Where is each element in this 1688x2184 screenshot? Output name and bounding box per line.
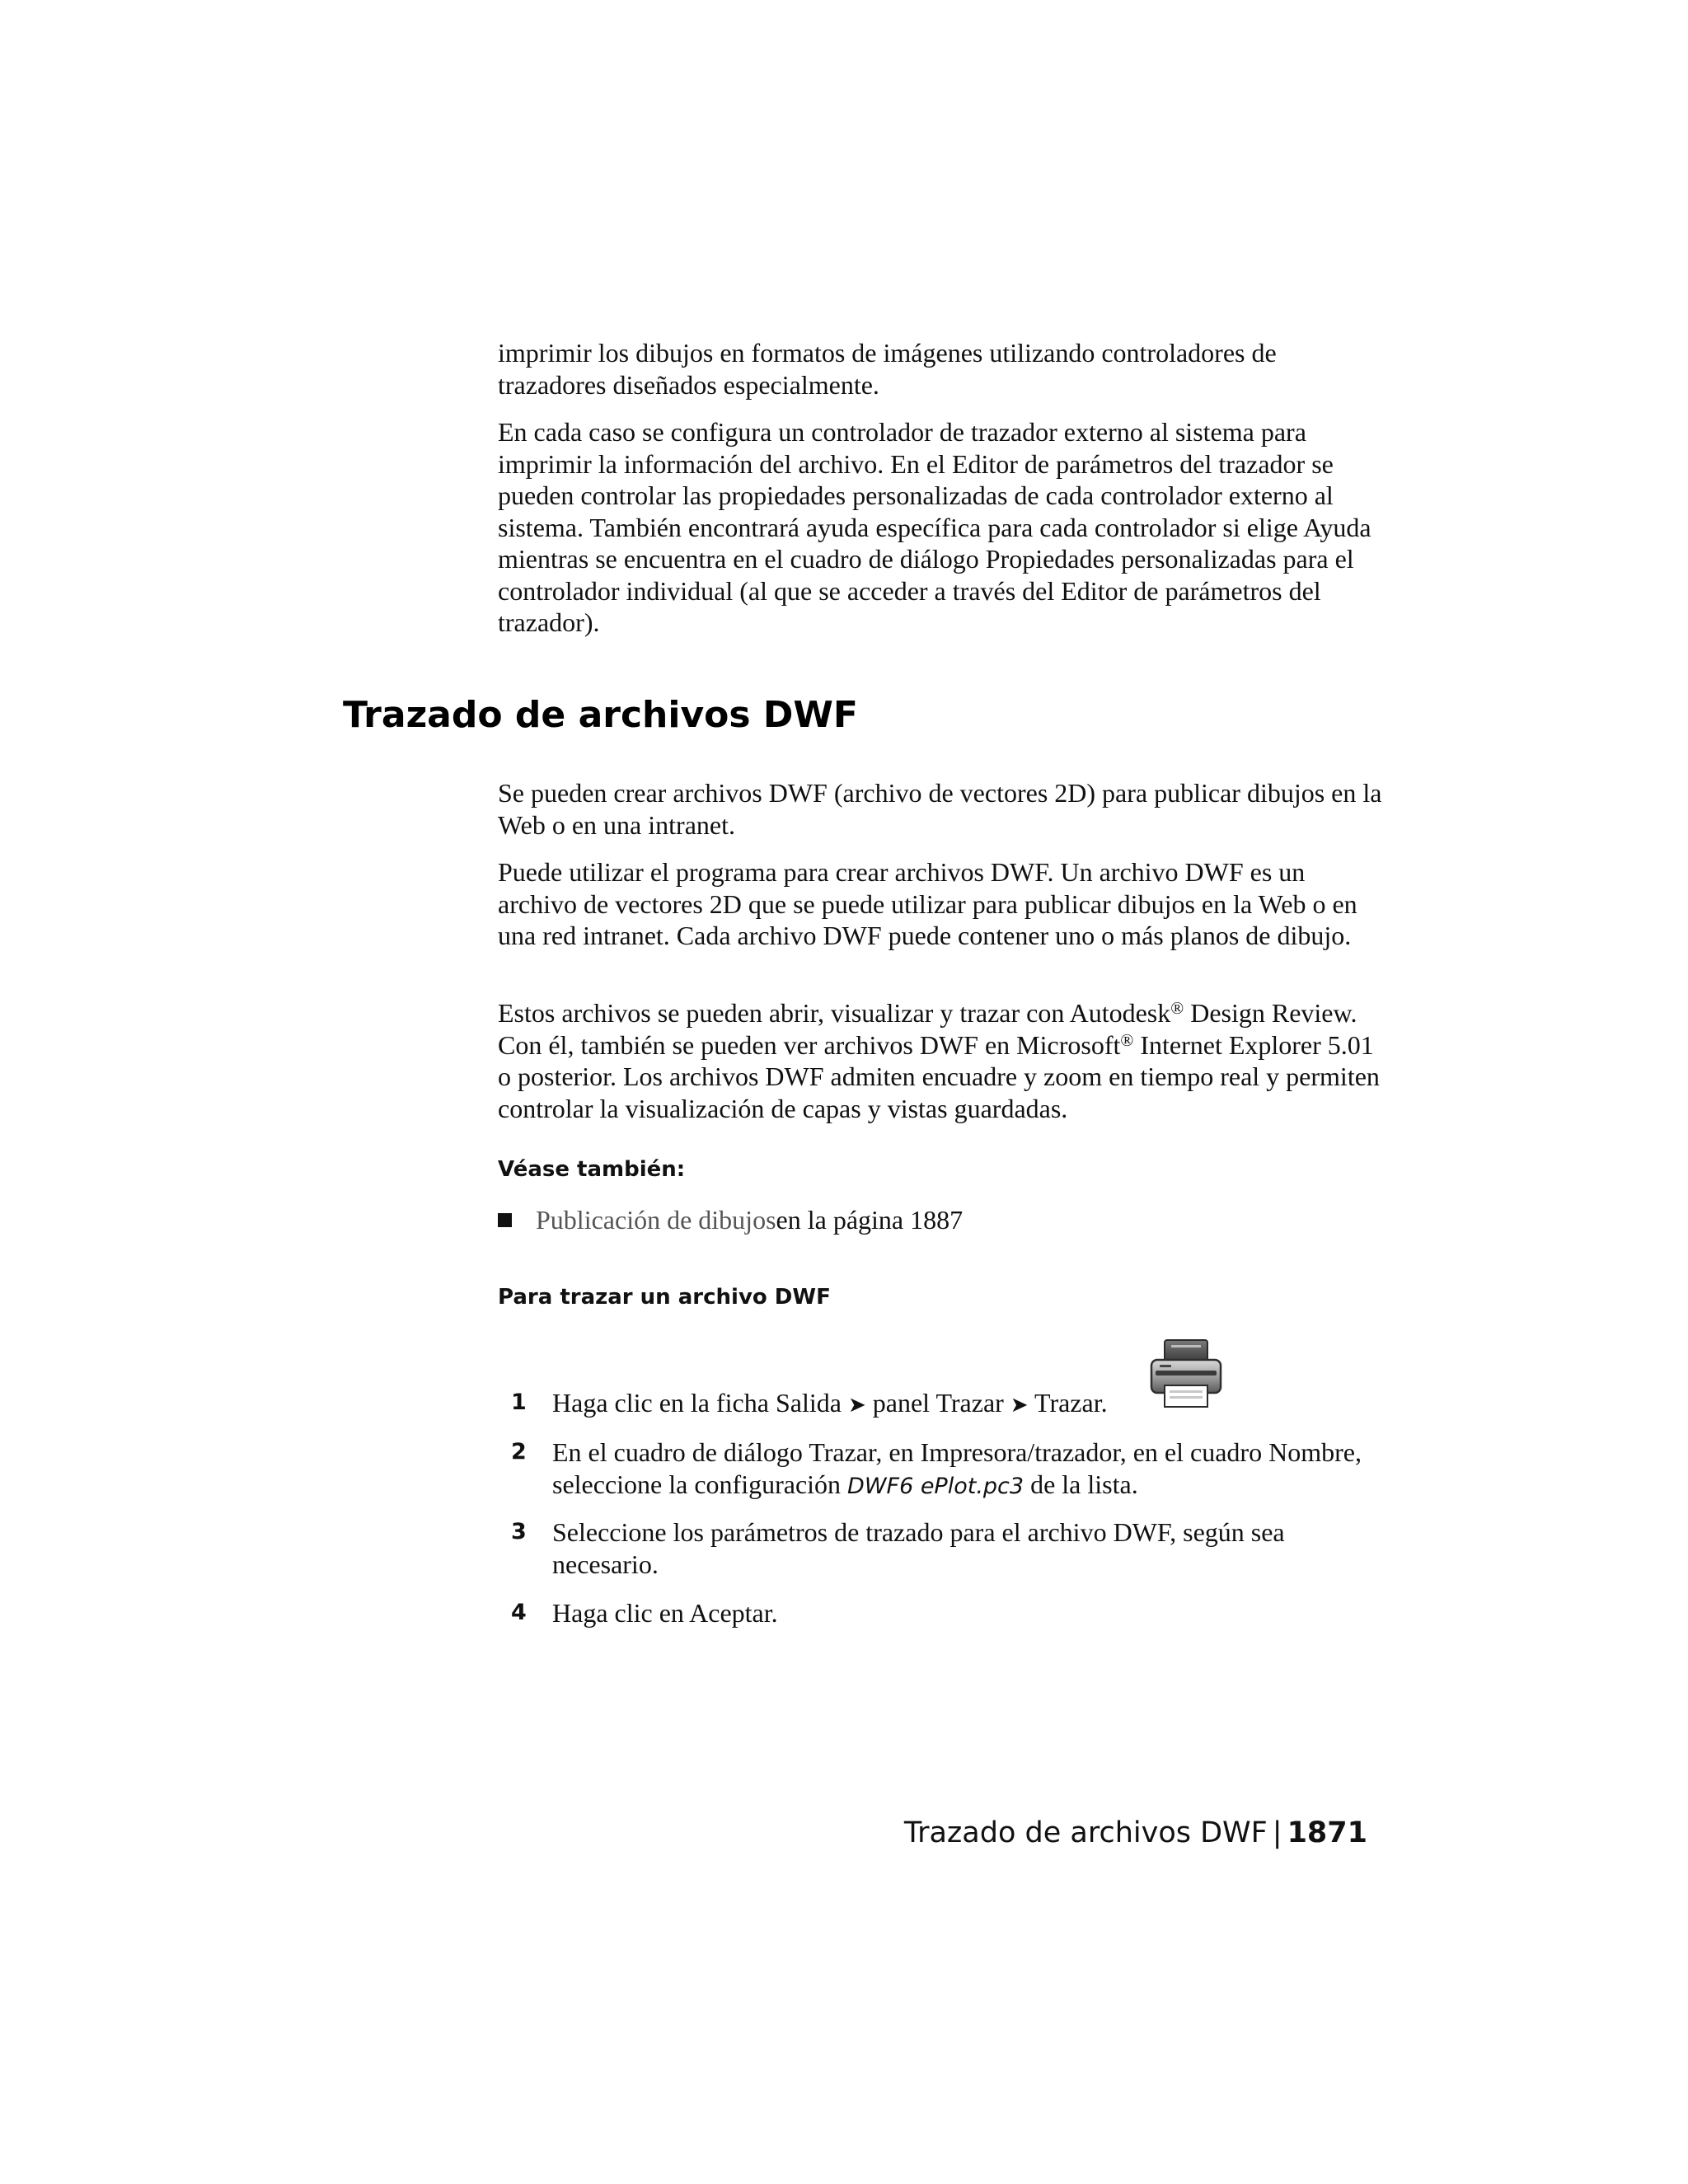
step-number: 4 [511, 1600, 527, 1625]
step-1-text-b: panel Trazar [865, 1388, 1010, 1418]
intro-paragraph-2: En cada caso se configura un controlador de trazador externo al sistema para imprimir la información del archivo. En el Editor de parámetros del trazador se pueden controlar las propiedades personalizadas de cada controlador externo al sistema. También encontrará ayuda específica para cada controlador si elige Ayuda mientras se encuentra en el cuadro de diálogo Propiedades personalizadas para el controlador individual (al que se acceder a través del Editor de parámetros del trazador). [498, 417, 1372, 637]
step-3-text: Seleccione los parámetros de trazado para el archivo DWF, según sea necesario. [552, 1517, 1285, 1579]
publicacion-link[interactable]: Publicación de dibujos [536, 1205, 776, 1235]
section-paragraph-1: Se pueden crear archivos DWF (archivo de vectores 2D) para publicar dibujos en la Web o en una intranet. [498, 778, 1382, 840]
step-number: 3 [511, 1519, 527, 1544]
section-paragraph-3 [498, 997, 1388, 1124]
section-paragraph-2: Puede utilizar el programa para crear archivos DWF. Un archivo DWF es un archivo de vectores 2D que se puede utilizar para publicar dibujos en la Web o en una red intranet. Cada archivo DWF puede contener uno o más planos de dibujo. [498, 857, 1357, 950]
page-footer [904, 1815, 1367, 1851]
section-heading: Trazado de archivos DWF [343, 694, 858, 736]
step-4-text: Haga clic en Aceptar. [552, 1598, 778, 1628]
step-3 [511, 1516, 1393, 1580]
step-1 [511, 1387, 1393, 1422]
footer-title: Trazado de archivos DWF [903, 1816, 1268, 1849]
bullet-square-icon [498, 1213, 512, 1227]
procedure-title: Para trazar un archivo DWF [498, 1285, 831, 1310]
step-number: 2 [511, 1439, 527, 1465]
registered-mark: ® [1170, 998, 1184, 1018]
step-number: 1 [511, 1390, 527, 1415]
step-2 [511, 1436, 1393, 1502]
intro-paragraph-1: imprimir los dibujos en formatos de imágenes utilizando controladores de trazadores diseñados especialmente. [498, 338, 1277, 400]
step-2-text-a: En el cuadro de diálogo Trazar, en Impresora/trazador, en el cuadro Nombre, seleccione la configuración [552, 1437, 1362, 1499]
p5-part-c: Internet Explorer 5.01 o posterior. Los archivos DWF admiten encuadre y zoom en tiempo real y permiten controlar la visualización de capas y vistas guardadas. [498, 1029, 1380, 1123]
see-also-item [498, 1204, 963, 1236]
step-4 [511, 1597, 1393, 1629]
footer-separator: | [1272, 1816, 1282, 1849]
see-also-page-ref: en la página 1887 [776, 1205, 964, 1235]
see-also-title: Véase también: [498, 1157, 686, 1182]
p5-part-a: Estos archivos se pueden abrir, visualizar y trazar con Autodesk [498, 998, 1171, 1028]
arrow-right-icon: ➤ [847, 1393, 866, 1418]
step-2-text-b: de la lista. [1024, 1469, 1138, 1499]
arrow-right-icon: ➤ [1010, 1393, 1029, 1418]
page-number: 1871 [1287, 1816, 1367, 1849]
step-1-text-a: Haga clic en la ficha Salida [552, 1388, 848, 1418]
step-1-text-c: Trazar. [1028, 1388, 1108, 1418]
config-name: DWF6 ePlot.pc3 [847, 1473, 1025, 1499]
registered-mark: ® [1120, 1029, 1134, 1050]
p5-part-b: Design Review. Con él, también se pueden ver archivos DWF en Microsoft [498, 998, 1357, 1060]
